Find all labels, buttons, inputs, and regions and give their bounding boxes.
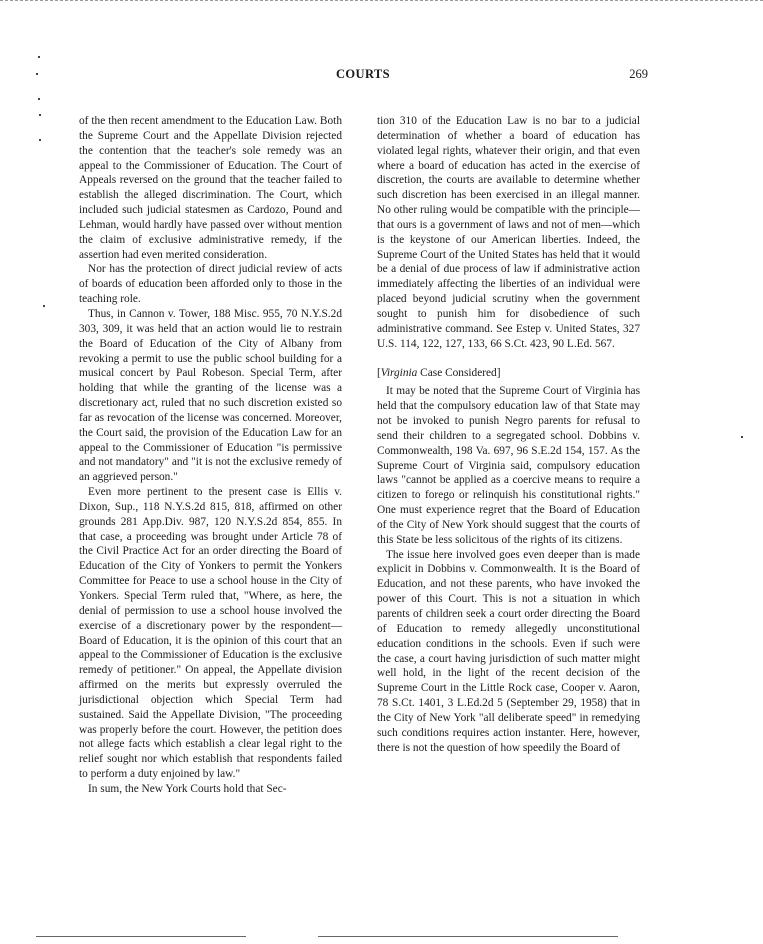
paragraph: of the then recent amendment to the Education Law. Both the Supreme Court and the Appellate Division rejected the contention that the teacher's sole remedy was an appeal to the Commissioner of Education. The Court of Appeals reversed on the ground that the teacher failed to establish the alleged discrimination. The Court, which included such judicial statesmen as Cardozo, Pound and Lehman, would hardly have passed over without mention the claim of exclusive administrative remedy, if the assertion had even merited consideration. xyxy=(79,115,342,261)
scan-speck xyxy=(36,73,38,75)
paragraph: The issue here involved goes even deeper than is made explicit in Dobbins v. Commonwealth. It is the Board of Education, and not these parents, who have invoked the power of this Court. This is not a situation in which parents of children seek a court order directing the Board of Education to remedy allegedly unconstitutional education conditions in the schools. Even if such were the case, a court having jurisdiction of such matter might well hold, in the light of the recent decision of the Supreme Court in the Little Rock case, Cooper v. Aaron, 78 S.Ct. 1401, 3 L.Ed.2d 5 (September 29, 1958) that in the City of New York "all deliberate speed" in remedying such conditions requires action instanter. Here, however, there is not the question of how speedily the Board of xyxy=(377,548,640,754)
paragraph: Nor has the protection of direct judicial review of acts of boards of education been afforded only to those in the teaching role. xyxy=(79,263,342,306)
paragraph: Thus, in Cannon v. Tower, 188 Misc. 955, 70 N.Y.S.2d 303, 309, it was held that an action would lie to restrain the Board of Education of the City of Albany from revoking a permit to use the public school building for a musical concert by Paul Robeson. Special Term, after holding that while the granting of the license was a discretionary act, ruled that no such discretion existed so far as revocation of the license was concerned. Moreover, the Court said, the provision of the Education Law for an appeal to the Commissioner of Education "is permissive and not mandatory" and "it is not the exclusive remedy of an aggrieved person." xyxy=(79,307,342,484)
heading-open-bracket: [ xyxy=(377,366,381,379)
scan-speck xyxy=(38,98,40,100)
page-number: 269 xyxy=(629,67,648,81)
section-heading xyxy=(377,366,640,381)
footer-rule-left xyxy=(36,936,246,937)
scan-speck xyxy=(38,56,40,58)
heading-italic-word: Virginia xyxy=(380,366,418,379)
right-column xyxy=(377,114,640,755)
scan-speck xyxy=(39,114,41,116)
paragraph: tion 310 of the Education Law is no bar to a judicial determination of whether a board of education has violated legal rights, whatever their origin, and that even where a board of education has acted in the exercise of discretion, the courts are available to determine whether such discretion has been exercised in an illegal manner. No other ruling would be compatible with the principle—that ours is a government of laws and not of men—which is the keystone of our American liberties. Indeed, the Supreme Court of the United States has held that it would be a denial of due process of law if administrative action immediately affecting the liberties of an individual were placed beyond judicial scrutiny when the government sought to punish him for disobedience of such administrative command. See Estep v. United States, 327 U.S. 114, 122, 127, 133, 66 S.Ct. 423, 90 L.Ed. 567. xyxy=(377,115,640,350)
footer-rule-right xyxy=(318,936,618,937)
heading-rest: Case Considered] xyxy=(417,366,501,379)
running-head: COURTS xyxy=(335,67,391,81)
paragraph: It may be noted that the Supreme Court of Virginia has held that the compulsory education law of that State may not be invoked to punish Negro parents for refusal to send their children to a segregated school. Dobbins v. Commonwealth, 198 Va. 697, 96 S.E.2d 154, 157. As the Supreme Court of Virginia said, compulsory education laws "cannot be applied as a coercive means to require a citizen to forego or relinquish his constitutional rights." One must experience regret that the Board of Education of the City of New York should suggest that the courts of this State be less solicitous of the rights of its citizens. xyxy=(377,385,640,546)
paragraph: Even more pertinent to the present case is Ellis v. Dixon, Sup., 118 N.Y.S.2d 815, 818, affirmed on other grounds 281 App.Div. 987, 120 N.Y.S.2d 854, 855. In that case, a proceeding was brought under Article 78 of the Civil Practice Act for an order directing the Board of Education of the City of Yonkers to permit the Yonkers Committee for Peace to use a school house in the City of Yonkers. Special Term ruled that, "Where, as here, the denial of permission to use a school house involved the exercise of a discretionary power by the respondent—Board of Education, it is the opinion of this court that an appeal to the Commissioner of Education is the exclusive remedy of petitioner." On appeal, the Appellate division affirmed on the merits but expressly overruled the jurisdictional objection which Special Term had sustained. Said the Appellate Division, "The proceeding was properly before the court. However, the petition does not allege facts which establish a clear legal right to the relief sought nor which establish that respondents failed to perform a duty enjoined by law." xyxy=(79,486,342,781)
scan-edge-dashes xyxy=(0,0,763,1)
page-header xyxy=(78,67,648,85)
scan-speck xyxy=(39,139,41,141)
scan-speck xyxy=(43,305,45,307)
left-column xyxy=(79,114,342,797)
paragraph: In sum, the New York Courts hold that Sec- xyxy=(88,782,287,795)
scan-speck xyxy=(741,436,743,438)
